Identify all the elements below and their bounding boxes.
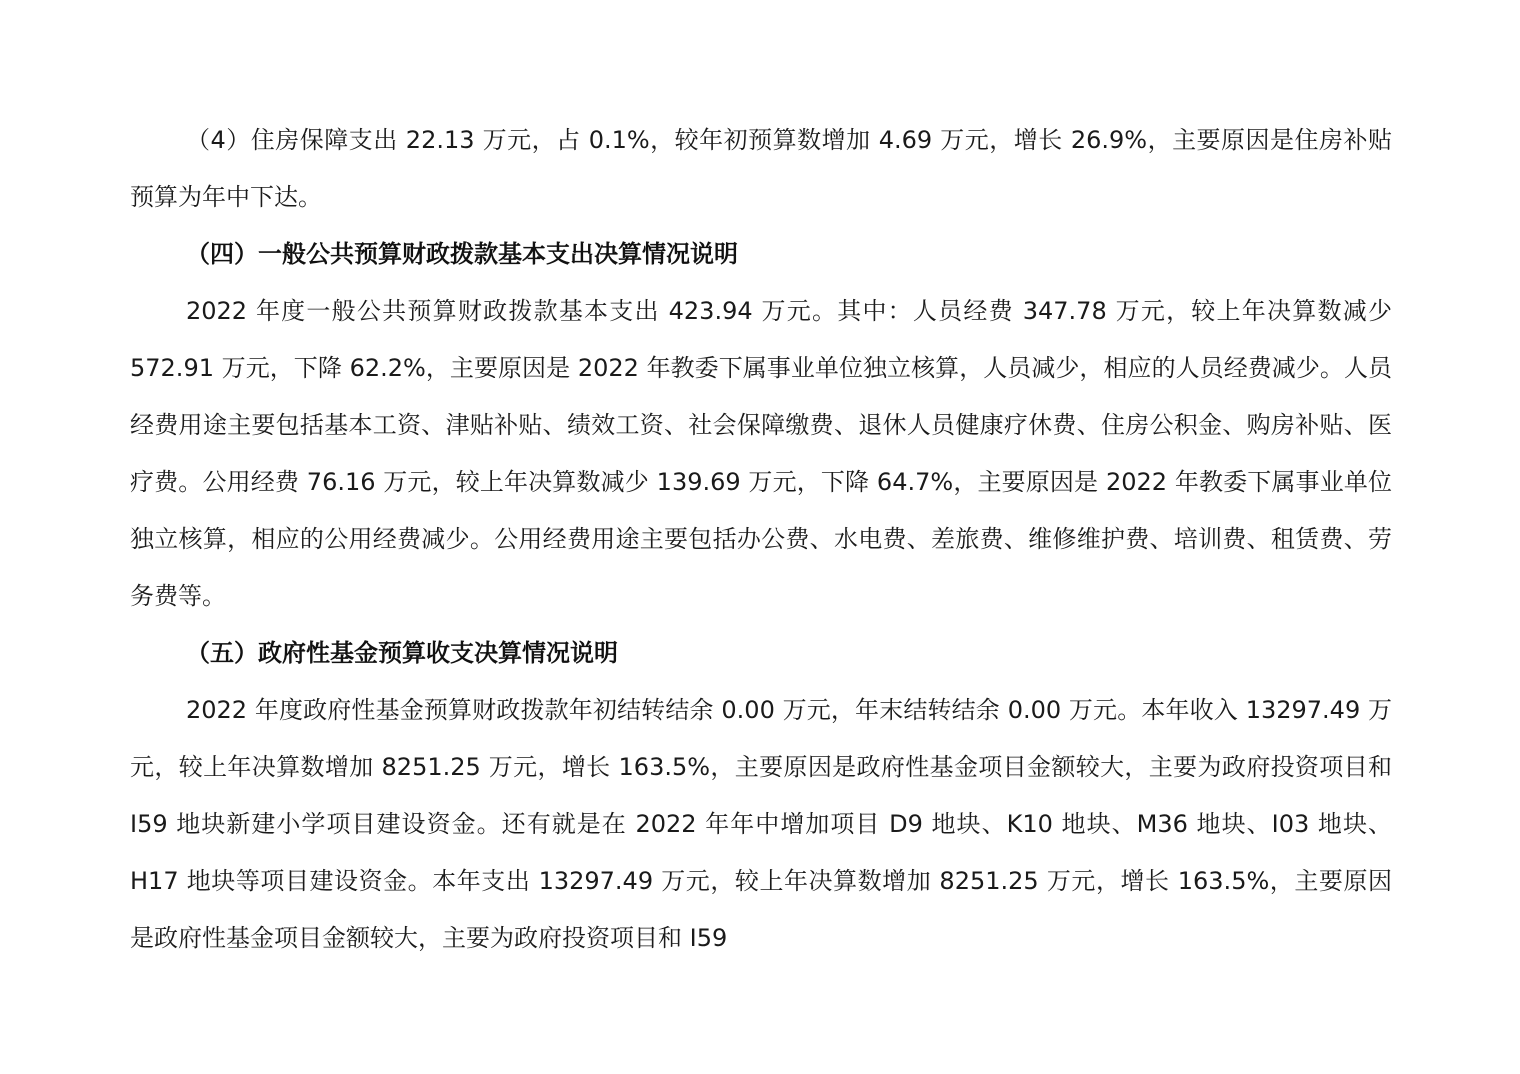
document-body bbox=[130, 112, 1392, 967]
paragraph-housing-security: （4）住房保障支出 22.13 万元，占 0.1%，较年初预算数增加 4.69 万元，增长 26.9%，主要原因是住房补贴预算为年中下达。 bbox=[130, 126, 1392, 211]
section-heading-government-fund: （五）政府性基金预算收支决算情况说明 bbox=[186, 639, 618, 667]
section-heading-basic-expenditure: （四）一般公共预算财政拨款基本支出决算情况说明 bbox=[186, 240, 738, 268]
paragraph-government-fund: 2022 年度政府性基金预算财政拨款年初结转结余 0.00 万元，年末结转结余 0.00 万元。本年收入 13297.49 万元，较上年决算数增加 8251.25 万元，增长 163.5%，主要原因是政府性基金项目金额较大，主要为政府投资项目和 I59 地块新建小学项目建设资金。还有就是在 2022 年年中增加项目 D9 地块、K10 地块、M36 地块、I03 地块、H17 地块等项目建设资金。本年支出 13297.49 万元，较上年决算数增加 8251.25 万元，增长 163.5%，主要原因是政府性基金项目金额较大，主要为政府投资项目和 I59 bbox=[130, 696, 1392, 952]
paragraph-basic-expenditure: 2022 年度一般公共预算财政拨款基本支出 423.94 万元。其中：人员经费 347.78 万元，较上年决算数减少 572.91 万元，下降 62.2%，主要原因是 2022 年教委下属事业单位独立核算，人员减少，相应的人员经费减少。人员经费用途主要包括基本工资、津贴补贴、绩效工资、社会保障缴费、退休人员健康疗休费、住房公积金、购房补贴、医疗费。公用经费 76.16 万元，较上年决算数减少 139.69 万元，下降 64.7%，主要原因是 2022 年教委下属事业单位独立核算，相应的公用经费减少。公用经费用途主要包括办公费、水电费、差旅费、维修维护费、培训费、租赁费、劳务费等。 bbox=[130, 297, 1392, 610]
